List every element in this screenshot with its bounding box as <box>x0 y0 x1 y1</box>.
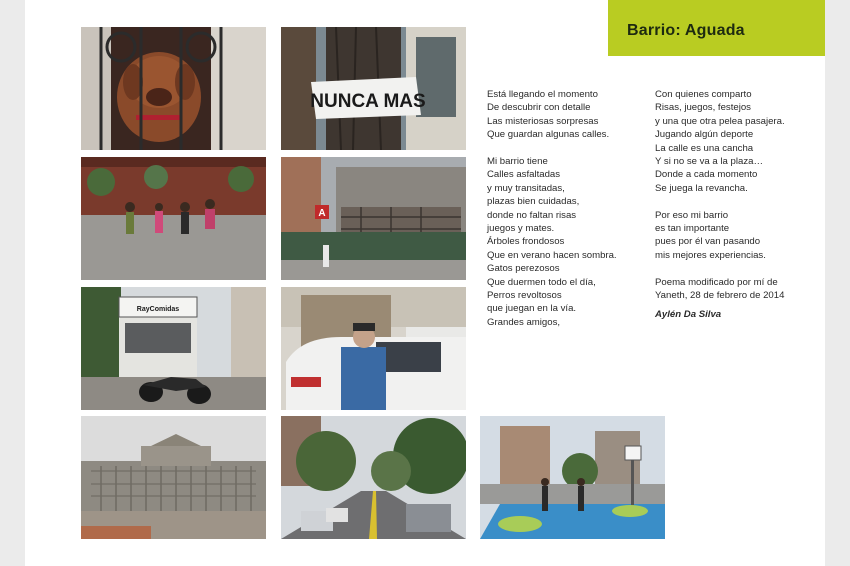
poem-line: Calles asfaltadas <box>487 169 561 181</box>
poem-line: pues por él van pasando <box>655 236 761 248</box>
poem-column-1 <box>487 88 617 329</box>
poem-line: Árboles frondosos <box>487 236 565 248</box>
poem-line: plazas bien cuidadas, <box>487 196 580 208</box>
photo-tree-sign <box>281 27 466 150</box>
poem-credit-line-2: Yaneth, 28 de febrero de 2014 <box>655 290 785 302</box>
kiosk-sign-text: RayComidas <box>136 306 180 313</box>
photo-kiosk <box>81 287 266 410</box>
poem-line: De descubrir con detalle <box>487 102 591 114</box>
header-tab <box>608 0 825 56</box>
photo-man-car <box>281 287 466 410</box>
poem-line: que juegan en la vía. <box>487 303 577 315</box>
poem-line: Que en verano hacen sombra. <box>487 249 617 261</box>
poem-line: Perros revoltosos <box>487 290 562 302</box>
poem-line: Jugando algún deporte <box>655 129 754 141</box>
poem-line: La calle es una cancha <box>655 142 754 154</box>
poem-line: Con quienes comparto <box>655 89 752 100</box>
poem-line: donde no faltan risas <box>487 209 577 221</box>
poem-line: y muy transitadas, <box>487 182 565 194</box>
photo-palace <box>81 416 266 539</box>
page-title: Barrio: Aguada <box>627 22 745 39</box>
photo-dog <box>81 27 266 150</box>
photo-avenue <box>281 416 466 539</box>
poem-line: Se juega la revancha. <box>655 182 748 194</box>
street-sign-letter: A <box>318 208 326 219</box>
poem-line: Gatos perezosos <box>487 263 560 275</box>
tree-sign-text: NUNCA MAS <box>310 91 426 112</box>
poem-line: Las misteriosas sorpresas <box>487 115 599 127</box>
poem-line: Grandes amigos, <box>487 316 561 328</box>
poem-line: mis mejores experiencias. <box>655 249 766 261</box>
poem-line: Risas, juegos, festejos <box>655 102 751 114</box>
poem-line: Que duermen todo el día, <box>487 276 596 288</box>
poem-line: Y si no se va a la plaza… <box>655 156 764 168</box>
poem-credit-line-1: Poema modificado por mí de <box>655 276 778 288</box>
poem-line: juegos y mates. <box>487 223 555 235</box>
photo-basketball-court <box>480 416 665 539</box>
poem-author: Aylén Da Silva <box>655 309 722 321</box>
poem-line: Está llegando el momento <box>487 89 598 100</box>
poem-line: Donde a cada momento <box>655 169 758 181</box>
poem-column-2 <box>655 88 785 322</box>
photo-kids-plaza <box>81 157 266 280</box>
poem-line: Que guardan algunas calles. <box>487 129 610 141</box>
poem-line: Mi barrio tiene <box>487 156 548 168</box>
poem-line: Por eso mi barrio <box>655 209 729 221</box>
poem-line: es tan importante <box>655 223 730 235</box>
photo-street-building <box>281 157 466 280</box>
poem-line: y una que otra pelea pasajera. <box>655 115 785 127</box>
